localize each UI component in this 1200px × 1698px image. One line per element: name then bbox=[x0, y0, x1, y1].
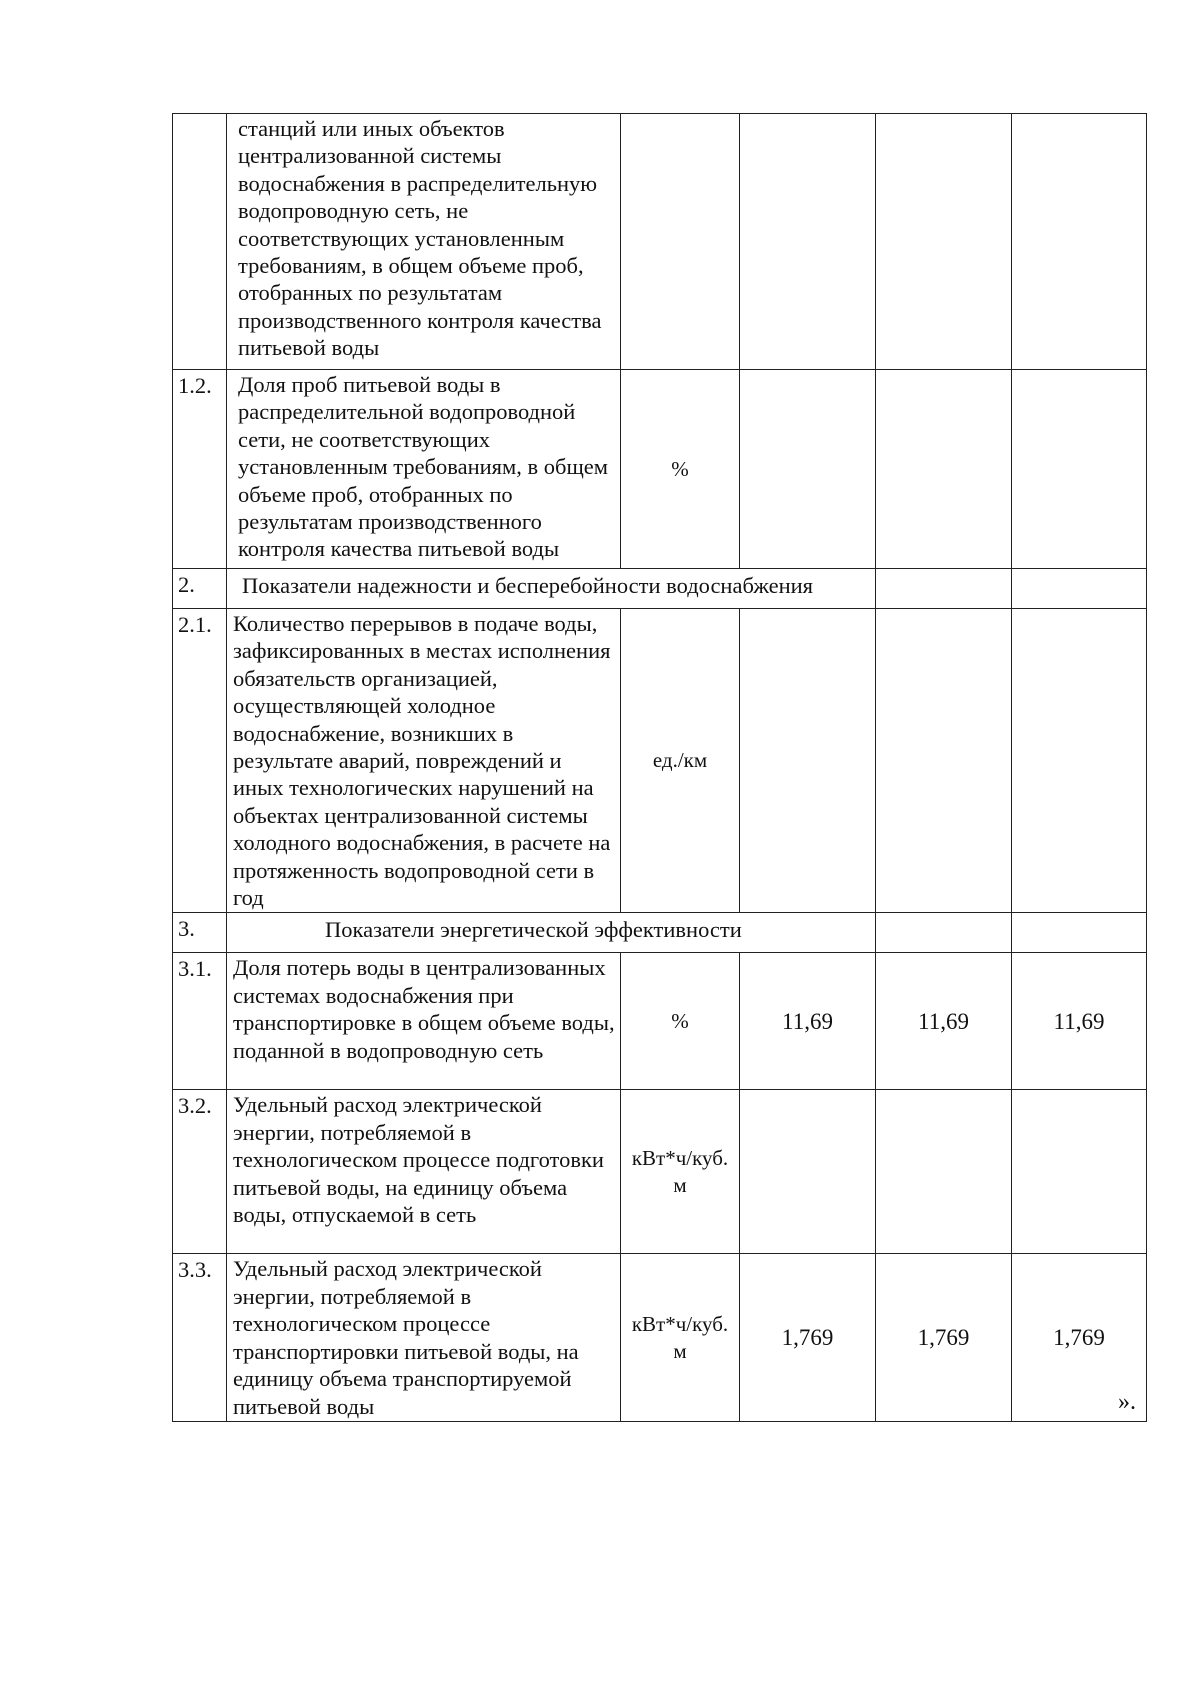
unit-cell: кВт*ч/куб. м bbox=[621, 1090, 740, 1254]
row-number-cell: 3.1. bbox=[173, 953, 227, 1090]
row-number-cell: 1.2. bbox=[173, 370, 227, 569]
table-row bbox=[173, 609, 1147, 913]
empty-cell bbox=[1012, 913, 1147, 953]
section-row bbox=[173, 569, 1147, 609]
table-row bbox=[173, 370, 1147, 569]
indicator-name-cell: Доля проб питьевой воды в распределительной водопроводной сети, не соответствующих установленным требованиям, в общем объеме проб, отобранных по результатам производственного контроля качества питьевой воды bbox=[227, 370, 621, 569]
value-cell bbox=[1012, 370, 1147, 569]
value-cell: 11,69 bbox=[740, 953, 876, 1090]
empty-cell bbox=[876, 913, 1012, 953]
value-cell bbox=[740, 370, 876, 569]
section-number-cell: 2. bbox=[173, 569, 227, 609]
table-row bbox=[173, 1254, 1147, 1421]
section-number-cell: 3. bbox=[173, 913, 227, 953]
table-row bbox=[173, 953, 1147, 1090]
value-cell bbox=[740, 114, 876, 370]
closing-quote-mark: ». bbox=[1118, 1389, 1136, 1415]
unit-cell bbox=[621, 114, 740, 370]
indicators-table bbox=[172, 113, 1147, 1422]
indicator-name-cell: Удельный расход электрической энергии, потребляемой в технологическом процессе транспортировки питьевой воды, на единицу объема транспортируемой питьевой воды bbox=[227, 1254, 621, 1421]
section-title-cell: Показатели надежности и бесперебойности водоснабжения bbox=[227, 569, 876, 609]
row-number-cell: 3.3. bbox=[173, 1254, 227, 1421]
value-cell: 11,69 bbox=[1012, 953, 1147, 1090]
value-cell: 1,769 bbox=[1012, 1254, 1147, 1421]
value-cell bbox=[740, 1090, 876, 1254]
section-title-cell: Показатели энергетической эффективности bbox=[227, 913, 876, 953]
value-cell bbox=[740, 609, 876, 913]
value-cell bbox=[1012, 1090, 1147, 1254]
table-row bbox=[173, 114, 1147, 370]
value-cell: 1,769 bbox=[740, 1254, 876, 1421]
indicator-name-cell: Удельный расход электрической энергии, потребляемой в технологическом процессе подготовки питьевой воды, на единицу объема воды, отпускаемой в сеть bbox=[227, 1090, 621, 1254]
value-cell bbox=[1012, 114, 1147, 370]
empty-cell bbox=[1012, 569, 1147, 609]
indicator-name-cell: станций или иных объектов централизованной системы водоснабжения в распределительную водопроводную сеть, не соответствующих установленным требованиям, в общем объеме проб, отобранных по результатам производственного контроля качества питьевой воды bbox=[227, 114, 621, 370]
unit-cell: % bbox=[621, 953, 740, 1090]
indicator-name-cell: Количество перерывов в подаче воды, зафиксированных в местах исполнения обязательств организацией, осуществляющей холодное водоснабжение, возникших в результате аварий, повреждений и иных технологических нарушений на объектах централизованной системы холодного водоснабжения, в расчете на протяженность водопроводной сети в год bbox=[227, 609, 621, 913]
value-cell: 1,769 bbox=[876, 1254, 1012, 1421]
value-cell bbox=[876, 114, 1012, 370]
value-cell bbox=[876, 370, 1012, 569]
empty-cell bbox=[876, 569, 1012, 609]
table-row bbox=[173, 1090, 1147, 1254]
indicator-name-cell: Доля потерь воды в централизованных системах водоснабжения при транспортировке в общем объеме воды, поданной в водопроводную сеть bbox=[227, 953, 621, 1090]
value-cell bbox=[876, 609, 1012, 913]
section-row bbox=[173, 913, 1147, 953]
row-number-cell: 2.1. bbox=[173, 609, 227, 913]
unit-cell: кВт*ч/куб. м bbox=[621, 1254, 740, 1421]
value-cell bbox=[1012, 609, 1147, 913]
value-cell: 11,69 bbox=[876, 953, 1012, 1090]
row-number-cell: 3.2. bbox=[173, 1090, 227, 1254]
unit-cell: % bbox=[621, 370, 740, 569]
row-number-cell bbox=[173, 114, 227, 370]
value-cell bbox=[876, 1090, 1012, 1254]
unit-cell: ед./км bbox=[621, 609, 740, 913]
